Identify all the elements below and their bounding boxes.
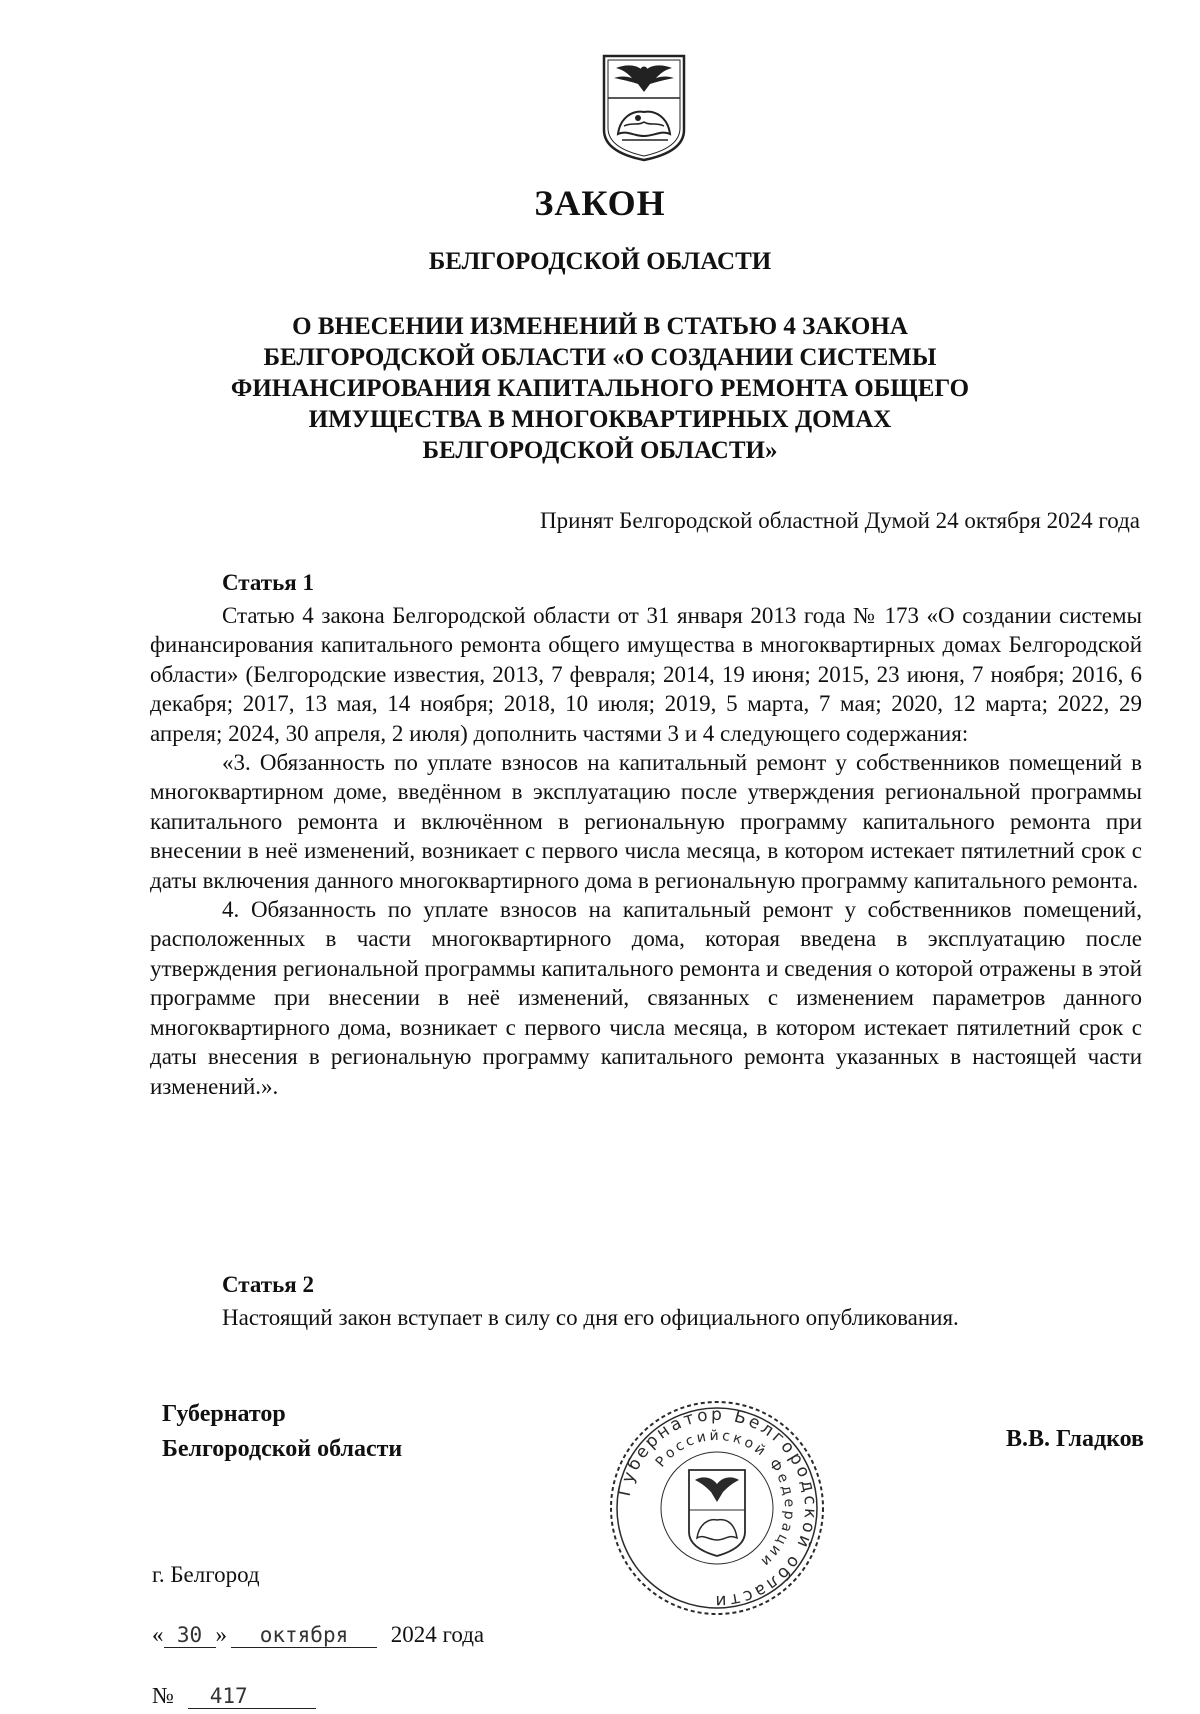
adoption-note: Принят Белгородской областной Думой 24 октября 2024 года: [540, 508, 1140, 533]
quote-open: «: [152, 1622, 164, 1647]
number-value: 417: [188, 1684, 316, 1709]
law-number: [152, 1683, 316, 1709]
quote-close: »: [215, 1622, 227, 1647]
number-sign: №: [152, 1683, 174, 1708]
signing-date: [152, 1622, 484, 1648]
seal-inner-text: Российской Федерации: [652, 1427, 798, 1572]
official-seal-icon: [607, 1398, 827, 1618]
heading-line: О ВНЕСЕНИИ ИЗМЕНЕНИЙ В СТАТЬЮ 4 ЗАКОНА: [292, 313, 908, 340]
law-type-title: ЗАКОН: [534, 183, 666, 223]
article-1-intro: Статью 4 закона Белгородской области от 31 января 2013 года № 173 «О создании системы финансирования капитального ремонта общего имущества в многоквартирных домах Белгородской области» (Белгородские известия, 2013, 7 февраля; 2014, 19 июня; 2015, 23 июня, 7 ноября; 2016, 6 декабря; 2017, 13 мая, 14 ноября; 2018, 10 июля; 2019, 5 марта, 7 мая; 2020, 12 марта; 2022, 29 апреля; 2024, 30 апреля, 2 июля) дополнить частями 3 и 4 следующего содержания:: [150, 603, 1142, 746]
region-title: БЕЛГОРОДСКОЙ ОБЛАСТИ: [428, 248, 772, 275]
date-year: 2024 года: [390, 1622, 485, 1647]
position-line: Губернатор: [162, 1401, 286, 1427]
seal-outer-text: Губернатор Белгородской области: [614, 1404, 821, 1612]
article-1-part-4: 4. Обязанность по уплате взносов на капитальный ремонт у собственников помещений, расположенных в части многоквартирного дома, которая введена в эксплуатацию после утверждения региональной программы капитального ремонта и сведения о которой отражены в этой программе при внесении в неё изменений, связанных с изменением параметров данного многоквартирного дома, возникает с первого числа месяца, в котором истекает пятилетний срок с даты внесения в региональную программу капитального ремонта указанных в настоящей части изменений.».: [150, 897, 1142, 1099]
position-line: Белгородской области: [162, 1436, 403, 1462]
signatory-name: В.В. Гладков: [1005, 1426, 1144, 1452]
signatory-position: [162, 1397, 402, 1467]
article-1-title: Статья 1: [222, 570, 314, 595]
heading-line: ИМУЩЕСТВА В МНОГОКВАРТИРНЫХ ДОМАХ: [308, 406, 892, 433]
date-day: 30: [164, 1623, 216, 1648]
article-1-part-3: «3. Обязанность по уплате взносов на капитальный ремонт у собственников помещений в многоквартирном доме, введённом в эксплуатацию после утверждения региональной программы капитального ремонта и включённом в региональную программу капитального ремонта при внесении в неё изменений, возникает с первого числа месяца, в котором истекает пятилетний срок с даты включения данного многоквартирного дома в региональную программу капитального ремонта.: [150, 750, 1142, 893]
heading-line: БЕЛГОРОДСКОЙ ОБЛАСТИ»: [422, 437, 778, 464]
article-2-text: Настоящий закон вступает в силу со дня его официального опубликования.: [222, 1305, 959, 1330]
law-heading: [0, 311, 1200, 466]
city-of-signing: г. Белгород: [152, 1562, 260, 1587]
date-month: октября: [231, 1623, 377, 1648]
belgorod-coat-of-arms-icon: [598, 52, 690, 164]
heading-line: БЕЛГОРОДСКОЙ ОБЛАСТИ «О СОЗДАНИИ СИСТЕМЫ: [263, 344, 937, 371]
article-2-body: [150, 1303, 1142, 1332]
article-1-body: [150, 601, 1142, 1101]
svg-text:Российской Федерации: [653, 1428, 797, 1571]
heading-line: ФИНАНСИРОВАНИЯ КАПИТАЛЬНОГО РЕМОНТА ОБЩЕГО: [230, 375, 970, 402]
article-2-title: Статья 2: [222, 1272, 314, 1297]
